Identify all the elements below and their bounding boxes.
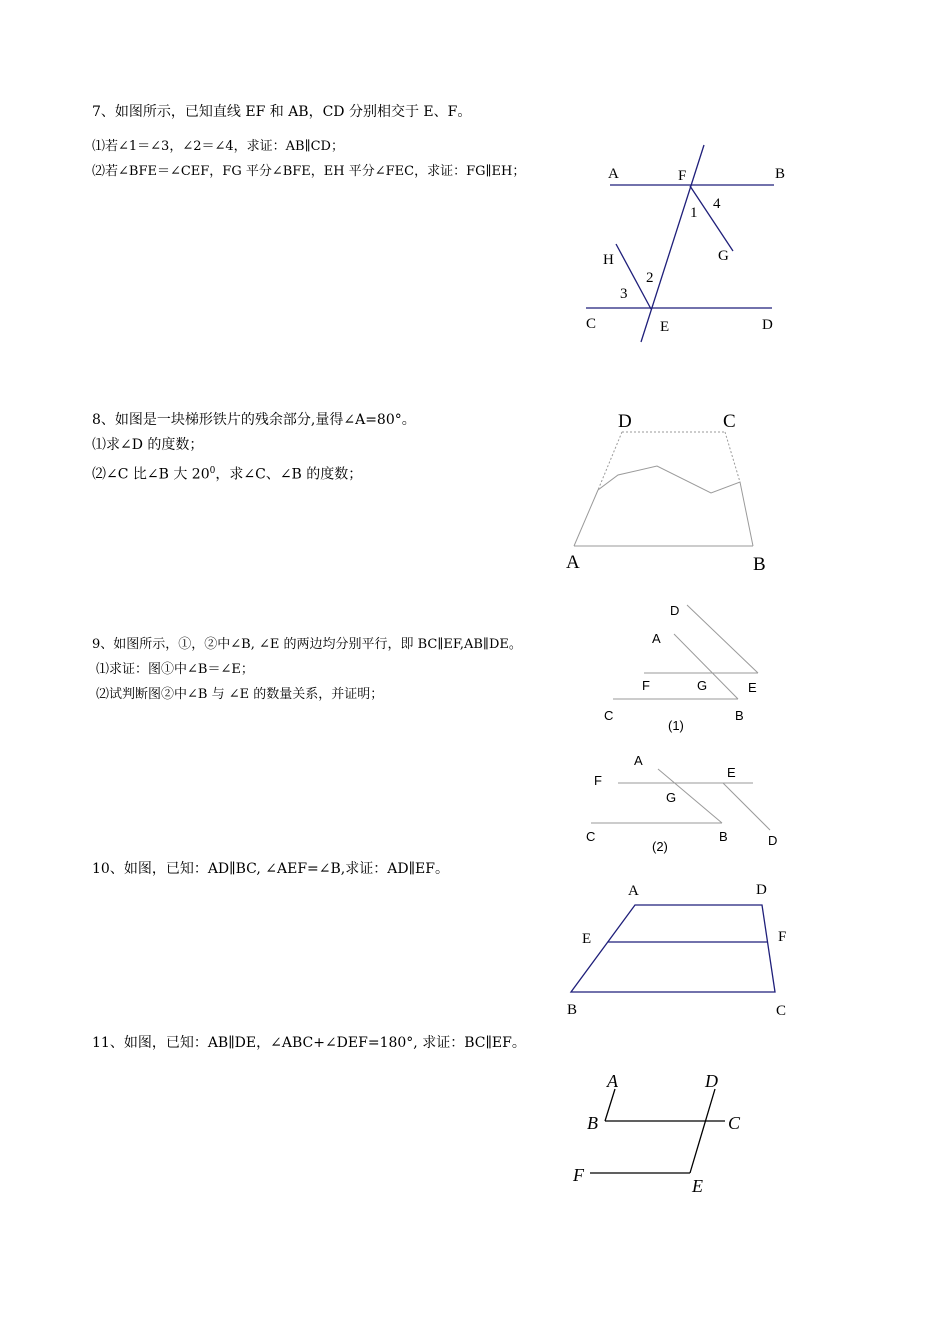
- degree-superscript: 0: [209, 466, 216, 476]
- label-f: F: [573, 1165, 584, 1185]
- label-b: B: [735, 708, 744, 723]
- label-f: F: [642, 678, 650, 693]
- label-f: F: [678, 168, 687, 184]
- figure-1-caption: (1): [668, 718, 684, 733]
- problem-11-stem: 11、如图，已知：AB∥DE，∠ABC+∠DEF=180°, 求证：BC∥EF。: [92, 1035, 526, 1051]
- problem-10-stem: 10、如图，已知：AD∥BC, ∠AEF=∠B,求证：AD∥EF。: [92, 861, 449, 877]
- problem-8-q2-text: ⑵∠C 比∠B 大 20: [92, 466, 210, 483]
- label-angle-3: 3: [620, 286, 628, 302]
- line-de: [687, 605, 758, 673]
- problem-8-q2-tail: ，求∠C、∠B 的度数；: [215, 466, 363, 483]
- problem-7-q1: ⑴若∠1＝∠3，∠2＝∠4，求证：AB∥CD；: [92, 139, 344, 154]
- line-ed: [723, 783, 770, 830]
- label-d: D: [768, 833, 778, 848]
- label-d: D: [670, 603, 680, 618]
- problem-8-q2: [92, 462, 362, 484]
- label-h: H: [603, 252, 614, 268]
- label-a: A: [608, 166, 619, 182]
- broken-edge: [574, 466, 753, 546]
- label-angle-2: 2: [646, 270, 654, 286]
- label-angle-1: 1: [690, 205, 698, 221]
- problem-8-stem: 8、如图是一块梯形铁片的残余部分,量得∠A=80°。: [92, 412, 416, 428]
- label-d: D: [618, 411, 632, 432]
- label-d: D: [762, 317, 773, 333]
- label-g: G: [697, 678, 708, 693]
- label-c: C: [723, 411, 736, 432]
- dashed-cb: [725, 432, 740, 482]
- problem-9-figure-2: [578, 748, 793, 858]
- label-b: B: [587, 1113, 598, 1133]
- label-a: A: [628, 883, 639, 899]
- label-b: B: [775, 166, 786, 182]
- problem-8-q1: ⑴求∠D 的度数；: [92, 437, 204, 453]
- problem-9-q1: ⑴求证：图①中∠B＝∠E；: [96, 662, 254, 677]
- label-d: D: [705, 1071, 718, 1091]
- problem-9-q2: ⑵试判断图②中∠B 与 ∠E 的数量关系，并证明；: [96, 687, 384, 702]
- trapezoid-abcd: [571, 905, 775, 992]
- label-c: C: [586, 316, 597, 332]
- label-f: F: [778, 929, 787, 945]
- label-c: C: [776, 1003, 787, 1019]
- label-e: E: [727, 765, 736, 780]
- label-a: A: [634, 753, 643, 768]
- problem-10-figure: [560, 875, 800, 1025]
- problem-9-stem: 9、如图所示，①，②中∠B, ∠E 的两边均分别平行，即 BC∥EF,AB∥DE。: [92, 637, 522, 652]
- label-a: A: [607, 1071, 618, 1091]
- label-c: C: [586, 829, 596, 844]
- label-a: A: [566, 552, 580, 573]
- problem-7-stem: 7、如图所示，已知直线 EF 和 AB，CD 分别相交于 E、F。: [92, 104, 472, 120]
- label-e: E: [748, 680, 757, 695]
- figure-2-caption: (2): [652, 839, 668, 854]
- problem-7-q2: ⑵若∠BFE＝∠CEF，FG 平分∠BFE，EH 平分∠FEC，求证：FG∥EH；: [92, 164, 526, 179]
- problem-8-figure: [560, 405, 780, 580]
- segment-ab: [605, 1089, 615, 1121]
- label-g: G: [718, 248, 729, 264]
- problem-7-figure: [570, 130, 810, 350]
- label-a: A: [652, 631, 661, 646]
- label-c: C: [728, 1113, 741, 1133]
- label-f: F: [594, 773, 602, 788]
- label-angle-4: 4: [713, 196, 721, 212]
- problem-11-figure: [565, 1065, 765, 1205]
- label-d: D: [756, 882, 767, 898]
- segment-de: [690, 1089, 715, 1173]
- label-c: C: [604, 708, 614, 723]
- problem-9-figure-1: [590, 595, 790, 740]
- label-b: B: [567, 1002, 578, 1018]
- label-g: G: [666, 790, 677, 805]
- label-e: E: [692, 1176, 703, 1196]
- label-b: B: [719, 829, 728, 844]
- label-b: B: [753, 554, 766, 575]
- label-e: E: [582, 931, 592, 947]
- line-ef: [641, 145, 704, 342]
- label-e: E: [660, 319, 670, 335]
